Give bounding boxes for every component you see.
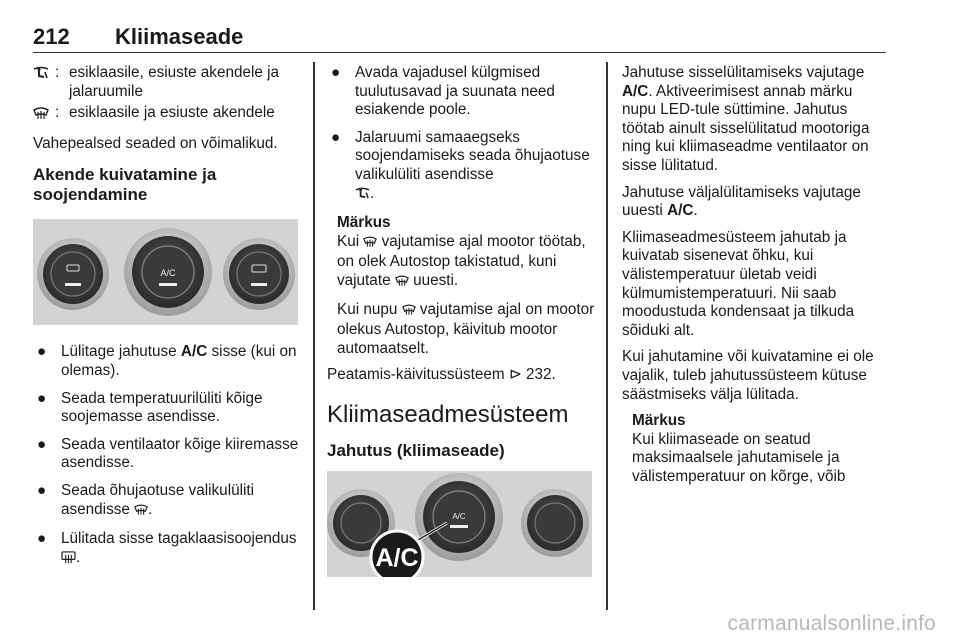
windshield-defrost-icon	[395, 274, 409, 293]
ac-callout-label: A/C	[375, 543, 419, 572]
paragraph-ac-fuel: Kui jahutamine või kuivatamine ei ole vajalik, tuleb jahutussüsteem kütuse säästmiseks välja lülitada.	[622, 348, 874, 403]
page-title: Kliimaseade	[115, 24, 244, 49]
windshield-defrost-icon	[134, 503, 148, 522]
page-number: 212	[33, 24, 70, 49]
page-ref-link[interactable]: 232.	[521, 366, 556, 384]
list-item: ● Jalaruumi samaaegseks soojendamiseks seada õhujaotuse valikulüliti asendisse .	[327, 129, 595, 205]
footwell-windshield-icon	[355, 187, 370, 206]
subheading-defog: Akende kuivatamine ja soojendamine	[33, 165, 217, 205]
list-item: ● Lülitada sisse tagaklaasisoojendus .	[33, 530, 301, 569]
watermark: carmanualsonline.info	[727, 612, 936, 635]
note-max-cooling	[622, 412, 890, 486]
note-autostop: Märkus Kui vajutamise ajal mootor töötab, on olek Autostop takistatud, kuni vajutate uuesti. Kui nupu vajutamise ajal on mootor olekus Autostop, käivitub mootor automaatselt.	[337, 214, 595, 357]
footwell-windshield-icon	[33, 64, 55, 101]
defog-steps-list	[33, 343, 301, 569]
column-3	[622, 64, 890, 494]
definition-row-defrost: : esiklaasile ja esiuste akendele	[33, 104, 301, 123]
list-item: ● Avada vajadusel külgmised tuulutusavad ja suunata need esiakende poole.	[331, 64, 555, 119]
paragraph-ac-function: Kliimaseadmesüsteem jahutab ja kuivatab sisenevat õhku, kui välistemperatuur ületab veidi külmumistemperatuuri. Nii saab moodustuda kondensaat ja tilkuda sõiduki alt.	[622, 228, 855, 339]
paragraph-ac-off: Jahutuse väljalülitamiseks vajutage uuesti A/C.	[622, 183, 861, 220]
intermediate-text: Vahepealsed seaded on võimalikud.	[33, 134, 278, 152]
knob-ac-label: A/C	[160, 268, 176, 279]
paragraph-ac-on: Jahutuse sisselülitamiseks vajutage A/C. Aktiveerimisest annab märku nupu LED-tule süttimine. Jahutus töötab ainult sisselülitatud mootoriga ning kui kliimaseadme ventilaator on sisse lülitatud.	[622, 64, 870, 174]
defog-steps-list-continued	[327, 64, 595, 205]
note-text: Kui kliimaseade on seatud maksimaalsele jahutamisele ja välistemperatuur on kõrge, võib	[632, 430, 846, 485]
column-1	[33, 64, 301, 578]
ac-button-image	[327, 471, 592, 577]
list-item: ● Seada temperatuurilüliti kõige soojemasse asendisse.	[37, 389, 263, 426]
definition-row-footwell: : esiklaasile, esiuste akendele ja jalaruumile	[33, 64, 301, 101]
page-header	[33, 24, 886, 53]
column-divider-2	[606, 62, 608, 610]
climate-panel-image	[33, 219, 298, 325]
knob-ac-label: A/C	[452, 511, 466, 521]
column-2	[327, 64, 595, 577]
list-item: ● Seada õhujaotuse valikulüliti asendisse .	[33, 482, 301, 521]
definition-text: esiklaasile ja esiuste akendele	[69, 104, 275, 122]
stop-start-reference: Peatamis-käivitussüsteem ⊳ 232.	[327, 366, 556, 384]
windshield-defrost-icon	[33, 104, 55, 123]
rear-window-heater-icon	[61, 551, 76, 570]
note-title: Märkus	[632, 412, 686, 430]
note-title: Märkus	[337, 214, 391, 232]
list-item: ● Lülitage jahutuse A/C sisse (kui on olemas).	[37, 343, 297, 379]
windshield-defrost-icon	[363, 235, 377, 254]
subheading-ac: Jahutus (kliimaseade)	[327, 440, 505, 460]
section-heading: Kliimaseadmesüsteem	[327, 400, 569, 428]
page-ref-arrow-icon: ⊳	[508, 366, 522, 384]
list-item: ● Seada ventilaator kõige kiiremasse asendisse.	[37, 435, 299, 472]
definition-text: esiklaasile, esiuste akendele ja jalaruumile	[69, 64, 280, 100]
column-divider-1	[313, 62, 315, 610]
windshield-defrost-icon	[402, 303, 416, 322]
